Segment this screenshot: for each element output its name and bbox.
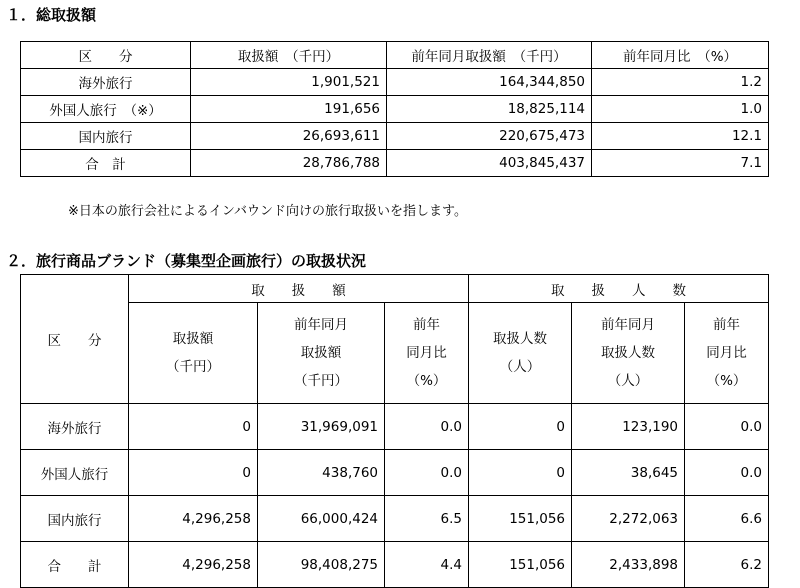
header-prev-amount: 前年同月取扱額 （千円） (387, 42, 592, 69)
row-label: 国内旅行 (21, 496, 129, 542)
section2-heading: ２．旅行商品ブランド（募集型企画旅行）の取扱状況 (6, 252, 367, 270)
table-row-total (21, 542, 769, 588)
row-label: 海外旅行 (21, 69, 191, 96)
cell-ratio: 1.2 (592, 69, 769, 96)
cell-people: 0 (469, 404, 572, 450)
cell-prev-amount: 98,408,275 (258, 542, 385, 588)
table-row (21, 96, 769, 123)
cell-people: 151,056 (469, 496, 572, 542)
subheader-line: （%） (406, 373, 447, 389)
row-label: 海外旅行 (21, 404, 129, 450)
header-category: 区 分 (21, 42, 191, 69)
cell-ratio-people: 0.0 (685, 450, 769, 496)
header-amount: 取扱額 （千円） (191, 42, 387, 69)
cell-prev-amount: 31,969,091 (258, 404, 385, 450)
table-header-row (21, 42, 769, 69)
subheader-line: 前年同月 (294, 317, 348, 333)
cell-amount: 0 (129, 450, 258, 496)
table-row-total (21, 150, 769, 177)
row-label: 国内旅行 (21, 123, 191, 150)
subheader-line: 取扱人数 (601, 345, 656, 361)
cell-ratio: 0.0 (385, 450, 469, 496)
cell-prev-people: 2,272,063 (572, 496, 685, 542)
cell-ratio: 12.1 (592, 123, 769, 150)
row-label: 合 計 (21, 150, 191, 177)
cell-ratio: 1.0 (592, 96, 769, 123)
footnote: ※日本の旅行会社によるインバウンド向けの旅行取扱いを指します。 (68, 204, 467, 219)
cell-prev-people: 123,190 (572, 404, 685, 450)
table-row (21, 496, 769, 542)
cell-amount: 28,786,788 (191, 150, 387, 177)
subheader-line: （人） (607, 373, 649, 389)
table-header-row (21, 275, 769, 303)
subheader-ratio-people (685, 303, 769, 404)
total-amount-table (20, 41, 769, 177)
subheader-ratio (385, 303, 469, 404)
section1-heading: １．総取扱額 (6, 6, 97, 24)
subheader-amount (129, 303, 258, 404)
table-row (21, 404, 769, 450)
subheader-line: 前年 (713, 317, 741, 333)
cell-prev-people: 2,433,898 (572, 542, 685, 588)
row-label: 外国人旅行 （※） (21, 96, 191, 123)
cell-amount: 191,656 (191, 96, 387, 123)
brand-status-table (20, 274, 769, 588)
subheader-line: （千円） (294, 373, 348, 389)
cell-amount: 0 (129, 404, 258, 450)
cell-amount: 26,693,611 (191, 123, 387, 150)
cell-ratio-people: 0.0 (685, 404, 769, 450)
subheader-line: 前年同月 (601, 317, 656, 333)
cell-amount: 4,296,258 (129, 542, 258, 588)
cell-amount: 4,296,258 (129, 496, 258, 542)
cell-ratio: 6.5 (385, 496, 469, 542)
subheader-people (469, 303, 572, 404)
cell-prev-amount: 403,845,437 (387, 150, 592, 177)
cell-prev-amount: 220,675,473 (387, 123, 592, 150)
cell-ratio: 0.0 (385, 404, 469, 450)
table-row (21, 450, 769, 496)
header-group-amount: 取 扱 額 (129, 275, 469, 303)
subheader-line: （人） (499, 359, 541, 375)
cell-prev-amount: 164,344,850 (387, 69, 592, 96)
subheader-line: 前年 (413, 317, 440, 333)
header-ratio: 前年同月比 （%） (592, 42, 769, 69)
cell-ratio: 7.1 (592, 150, 769, 177)
cell-ratio-people: 6.6 (685, 496, 769, 542)
header-category: 区 分 (21, 275, 129, 404)
cell-prev-people: 38,645 (572, 450, 685, 496)
row-label: 合 計 (21, 542, 129, 588)
cell-people: 0 (469, 450, 572, 496)
cell-amount: 1,901,521 (191, 69, 387, 96)
cell-ratio-people: 6.2 (685, 542, 769, 588)
cell-people: 151,056 (469, 542, 572, 588)
subheader-line: 同月比 (406, 345, 447, 361)
subheader-line: 取扱額 (300, 345, 342, 361)
subheader-prev-amount (258, 303, 385, 404)
subheader-line: （%） (706, 373, 747, 389)
subheader-line: 取扱人数 (493, 331, 548, 347)
subheader-line: 取扱額 (172, 331, 214, 347)
row-label: 外国人旅行 (21, 450, 129, 496)
subheader-prev-people (572, 303, 685, 404)
table-row (21, 69, 769, 96)
subheader-line: 同月比 (706, 345, 747, 361)
header-group-people: 取 扱 人 数 (469, 275, 769, 303)
cell-prev-amount: 66,000,424 (258, 496, 385, 542)
cell-ratio: 4.4 (385, 542, 469, 588)
subheader-line: （千円） (166, 359, 220, 375)
cell-prev-amount: 18,825,114 (387, 96, 592, 123)
table-row (21, 123, 769, 150)
table-subheader-row (21, 303, 769, 404)
cell-prev-amount: 438,760 (258, 450, 385, 496)
